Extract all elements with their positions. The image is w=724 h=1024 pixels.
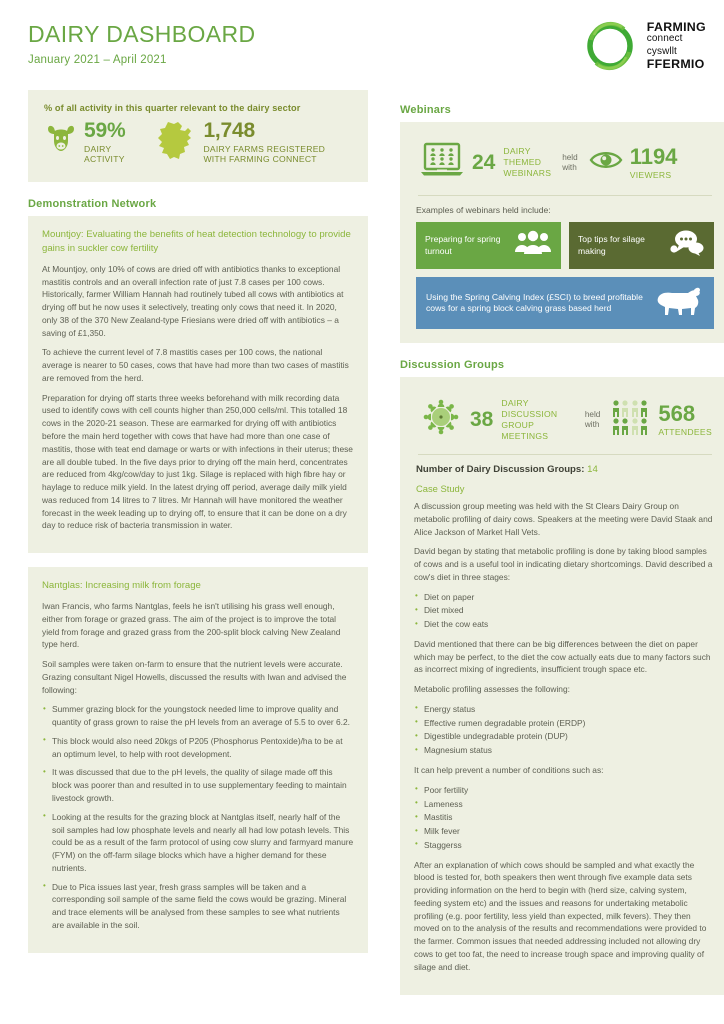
farming-connect-swirl-logo [582,18,638,74]
demo-card-mountjoy-p1: At Mountjoy, only 10% of cows are dried off with antibiotics thanks to exceptional mastitis controls and an overall infection rate of just 7.8 cases per 100 cows. Historically, farmer William Hannah had routinely tubed all cows with antibiotics at drying off but he now uses it selectively, treating only cows that need it. In 2020, only 38 of the 370 New Zealand-type Friesians were dried off with antibiotics – a saving of £1,350. [42,263,344,338]
discussion-groups-attendees-label: ATTENDEES [658,426,712,437]
list-item: • Magnesium status [414,744,716,757]
webinar-tile-silage-making-label: Top tips for silage making [578,234,645,256]
webinar-tile-spring-turnout[interactable] [416,222,561,269]
webinars-viewers-group [589,143,678,180]
people-pictogram-icon [611,399,651,440]
page-header [0,0,724,90]
dairy-activity-stats-panel [28,90,368,182]
discussion-groups-metric-strip [414,389,716,452]
section-label-demonstration-network: Demonstration Network [28,198,157,210]
case-study-p4: Metabolic profiling assesses the following: [414,684,570,695]
list-item: • Lameness [414,798,716,811]
list-item: • Effective rumen degradable protein (ERDP) [414,717,716,730]
demo-card-nantglas-bullets [42,703,354,931]
list-item: • Poor fertility [414,784,716,797]
list-item: • Diet on paper [414,591,716,604]
logo-wordmark [647,21,706,71]
webinar-tiles-row [416,222,714,269]
webinar-tile-silage-making[interactable] [569,222,714,269]
dg-label-line1: DAIRY [501,397,529,408]
section-label-discussion-groups: Discussion Groups [400,359,505,371]
demo-card-mountjoy [28,216,368,553]
stat-dairy-activity-text [84,121,125,165]
speech-bubbles-icon [667,229,705,262]
cow-icon [652,284,704,323]
demo-card-nantglas-p1: Iwan Francis, who farms Nantglas, feels he isn't utilising his grass well enough, either from forage or grazed grass. The aim of the project is to improve the total yield from forage and grazed grass from the 200-split block calving New Zealand type herd. [42,601,341,650]
dg-connector-held: held [584,409,601,419]
page-date-range: January 2021 – April 2021 [28,54,167,67]
people-group-icon [514,230,552,261]
webinars-viewers-label: VIEWERS [629,169,672,180]
webinars-count-label [503,146,551,179]
list-item: • Energy status [414,703,716,716]
connector-held: held [562,152,578,162]
eye-icon [589,148,623,177]
farming-connect-logo [582,18,706,74]
webinars-label-line1: DAIRY [503,146,531,156]
discussion-groups-attendees-text [658,400,712,437]
case-study-conditions-list [414,784,716,852]
list-item: • Milk fever [414,825,716,838]
webinars-count-group [420,142,551,183]
webinar-tile-spring-calving-index[interactable] [416,277,714,329]
laptop-webinar-icon [420,142,464,183]
demo-card-nantglas-heading: Nantglas: Increasing milk from forage [42,580,201,592]
dg-label-line3: GROUP MEETINGS [501,419,549,441]
discussion-groups-attendees-count: 568 [658,400,696,426]
logo-line-farming: FARMING [646,19,706,34]
webinars-viewers-count: 1194 [629,143,678,169]
list-item: • Diet mixed [414,604,716,617]
webinars-count: 24 [472,151,496,174]
dairy-discussion-groups-count-line [416,464,714,475]
logo-line-cyswllt: cyswllt [646,46,677,57]
section-label-webinars: Webinars [400,104,451,116]
list-item: • Digestible undegradable protein (DUP) [414,730,716,743]
dg-count-value: 14 [587,464,598,475]
stat-farms-line2: WITH FARMING CONNECT [203,154,317,165]
discussion-circle-icon [420,397,462,442]
demo-card-mountjoy-p3: Preparation for drying off starts three weeks beforehand with milk recording data used to identify cows with cell counts higher than 250,000 cells/ml. This totalled 18 cows in the 2020-21 season. These are earmarked for drying off with antibiotics before the main herd together with cows that have had more than one case of mastitis, those with teat end damage or warts or with infections in their uterus; these are all double tubed. In the five days prior to drying off the main herd, concentrates are reduced from 4kg/cow/day to just 1kg. Silage is replaced with high fibre hay or haylage to reduce milk yield. In the latest drying off period, average daily milk yield was reduced from 14 litres to 7 litres. Mr Hannah will have monitored the weather forecast in the week leading up to drying off, to ensure that it can be done on a dry day to reduce risk of bacteria transmission in water. [42,392,353,531]
stat-dairy-farms-text [203,121,325,165]
list-item: • Diet the cow eats [414,618,716,631]
discussion-groups-connector-text [585,410,600,430]
discussion-groups-attendees-group [611,399,712,440]
webinars-label-line2: THEMED [503,157,542,167]
list-item: • Staggerss [414,839,716,852]
discussion-groups-divider [418,454,712,455]
demo-card-mountjoy-heading: Mountjoy: Evaluating the benefits of heat detection technology to provide gains in suckler cow fertility [42,229,351,254]
webinars-connector-text [562,153,577,173]
case-study-p3: David mentioned that there can be big differences between the diet on paper which may be perfect, to the diet the cow actually eats due to many factors such as incorrect mixing of ingredients, insufficient trough space etc. [414,638,711,675]
stat-dairy-activity-label [84,144,125,165]
stat-dairy-farms-value: 1,748 [203,119,255,142]
stat-row [44,121,352,166]
case-study-diet-stages-list [414,591,716,631]
case-study-p1: A discussion group meeting was held with the St Clears Dairy Group on metabolic profiling of dairy cows. Speakers at the meeting were David Staak and Alice Jackson of Market Hall Vets. [414,501,713,537]
stat-farms-line1: DAIRY FARMS REGISTERED [203,143,326,154]
left-column [28,90,368,953]
list-item: • Due to Pica issues last year, fresh grass samples will be taken and a corresponding soil sample of the same field the cows would be grazing. Mineral and trace elements will be analysed from these samples to see what nutrients are available in the soil. [42,881,354,932]
case-study-label: Case Study [416,483,465,494]
stats-caption: % of all activity in this quarter relevant to the dairy sector [44,103,301,113]
stat-label-line1: DAIRY [84,143,112,154]
case-study-assessment-list [414,703,716,757]
discussion-groups-count: 38 [470,408,494,431]
webinars-metric-strip [414,134,716,193]
right-column [400,90,724,995]
webinar-tile-spring-turnout-label: Preparing for spring turnout [425,234,501,256]
stat-label-line2: ACTIVITY [84,154,125,165]
logo-line-ffermio: FFERMIO [646,56,705,71]
stat-dairy-activity-value: 59% [84,119,126,142]
dg-count-label: Number of Dairy Discussion Groups: [416,464,585,475]
case-study-p5: It can help prevent a number of conditions such as: [414,765,604,776]
webinars-label-line3: WEBINARS [503,168,552,178]
webinars-viewers-text [629,143,678,180]
webinars-examples-label: Examples of webinars held include: [416,205,551,215]
webinar-tile-spring-calving-index-label: Using the Spring Calving Index (£SCI) to breed profitable cows for a spring block calving grass based herd [426,291,643,313]
webinars-panel [400,122,724,343]
connector-with: with [562,162,577,172]
demo-card-nantglas [28,567,368,953]
discussion-groups-count-label [501,398,574,442]
case-study-p2: David began by stating that metabolic profiling is done by taking blood samples of cows and is a useful tool in indicating dietary shortcomings. David described a cow's diet in three stages: [414,546,713,582]
list-item: • Summer grazing block for the youngstock needed lime to improve quality and quantity of grass grown to raise the pH levels from an average of 5.5 to over 6.2. [42,703,354,729]
webinars-divider [418,195,712,196]
list-item: • This block would also need 20kgs of P205 (Phosphorus Pentoxide)/ha to be at an optimum level, to help with root development. [42,735,354,761]
demo-card-mountjoy-p2: To achieve the current level of 7.8 mastitis cases per 100 cows, the national average is nearer to 50 cases, cows that have had more than two cases of mastitis are removed from the herd. [42,347,349,383]
page-title: DAIRY DASHBOARD [28,21,256,47]
list-item: • Mastitis [414,811,716,824]
content-columns [0,90,724,1014]
dg-label-line2: DISCUSSION [501,408,558,419]
list-item: • Looking at the results for the grazing block at Nantglas itself, nearly half of the soil samples had low phosphate levels and nearly all had low potash levels. This could be as a result of the farm protocol of using cow slurry and farmyard manure (FYM) on the off-farm silage blocks which have a higher demand for these nutrients. [42,811,354,875]
discussion-groups-panel [400,377,724,995]
logo-line-connect: connect [646,33,683,45]
list-item: • It was discussed that due to the pH levels, the quality of silage made off this block was poorer than and resulted in to use supplementary feeding to maintain livestock growth. [42,766,354,804]
case-study-p6: After an explanation of which cows should be sampled and what exactly the blood is tested for, both speakers then went through five example data sets providing information on the herd to begin with (herd size, calving system, feeding system etc) and the issues and reasons for undertaking metabolic profiling (e.g. poor fertility, less yield than expected, milk fevers). They then moved on to the analysis of the results and recommendations were provided to the farmer. Common issues that needed addressing included not allowing dry cows to get too fat, the need to increase trough space and improving quality of silage and diet. [414,859,707,972]
stat-dairy-activity [44,121,125,165]
cow-head-icon [44,121,78,160]
stat-dairy-farms [155,121,325,166]
discussion-groups-count-group [420,397,574,442]
stat-dairy-farms-label [203,144,325,165]
dg-connector-with: with [584,419,600,429]
demo-card-nantglas-p2: Soil samples were taken on-farm to ensure that the nutrient levels were accurate. Grazing consultant Nigel Howells, discussed the results with Iwan and advised the following: [42,659,347,695]
wales-map-icon [155,121,197,166]
